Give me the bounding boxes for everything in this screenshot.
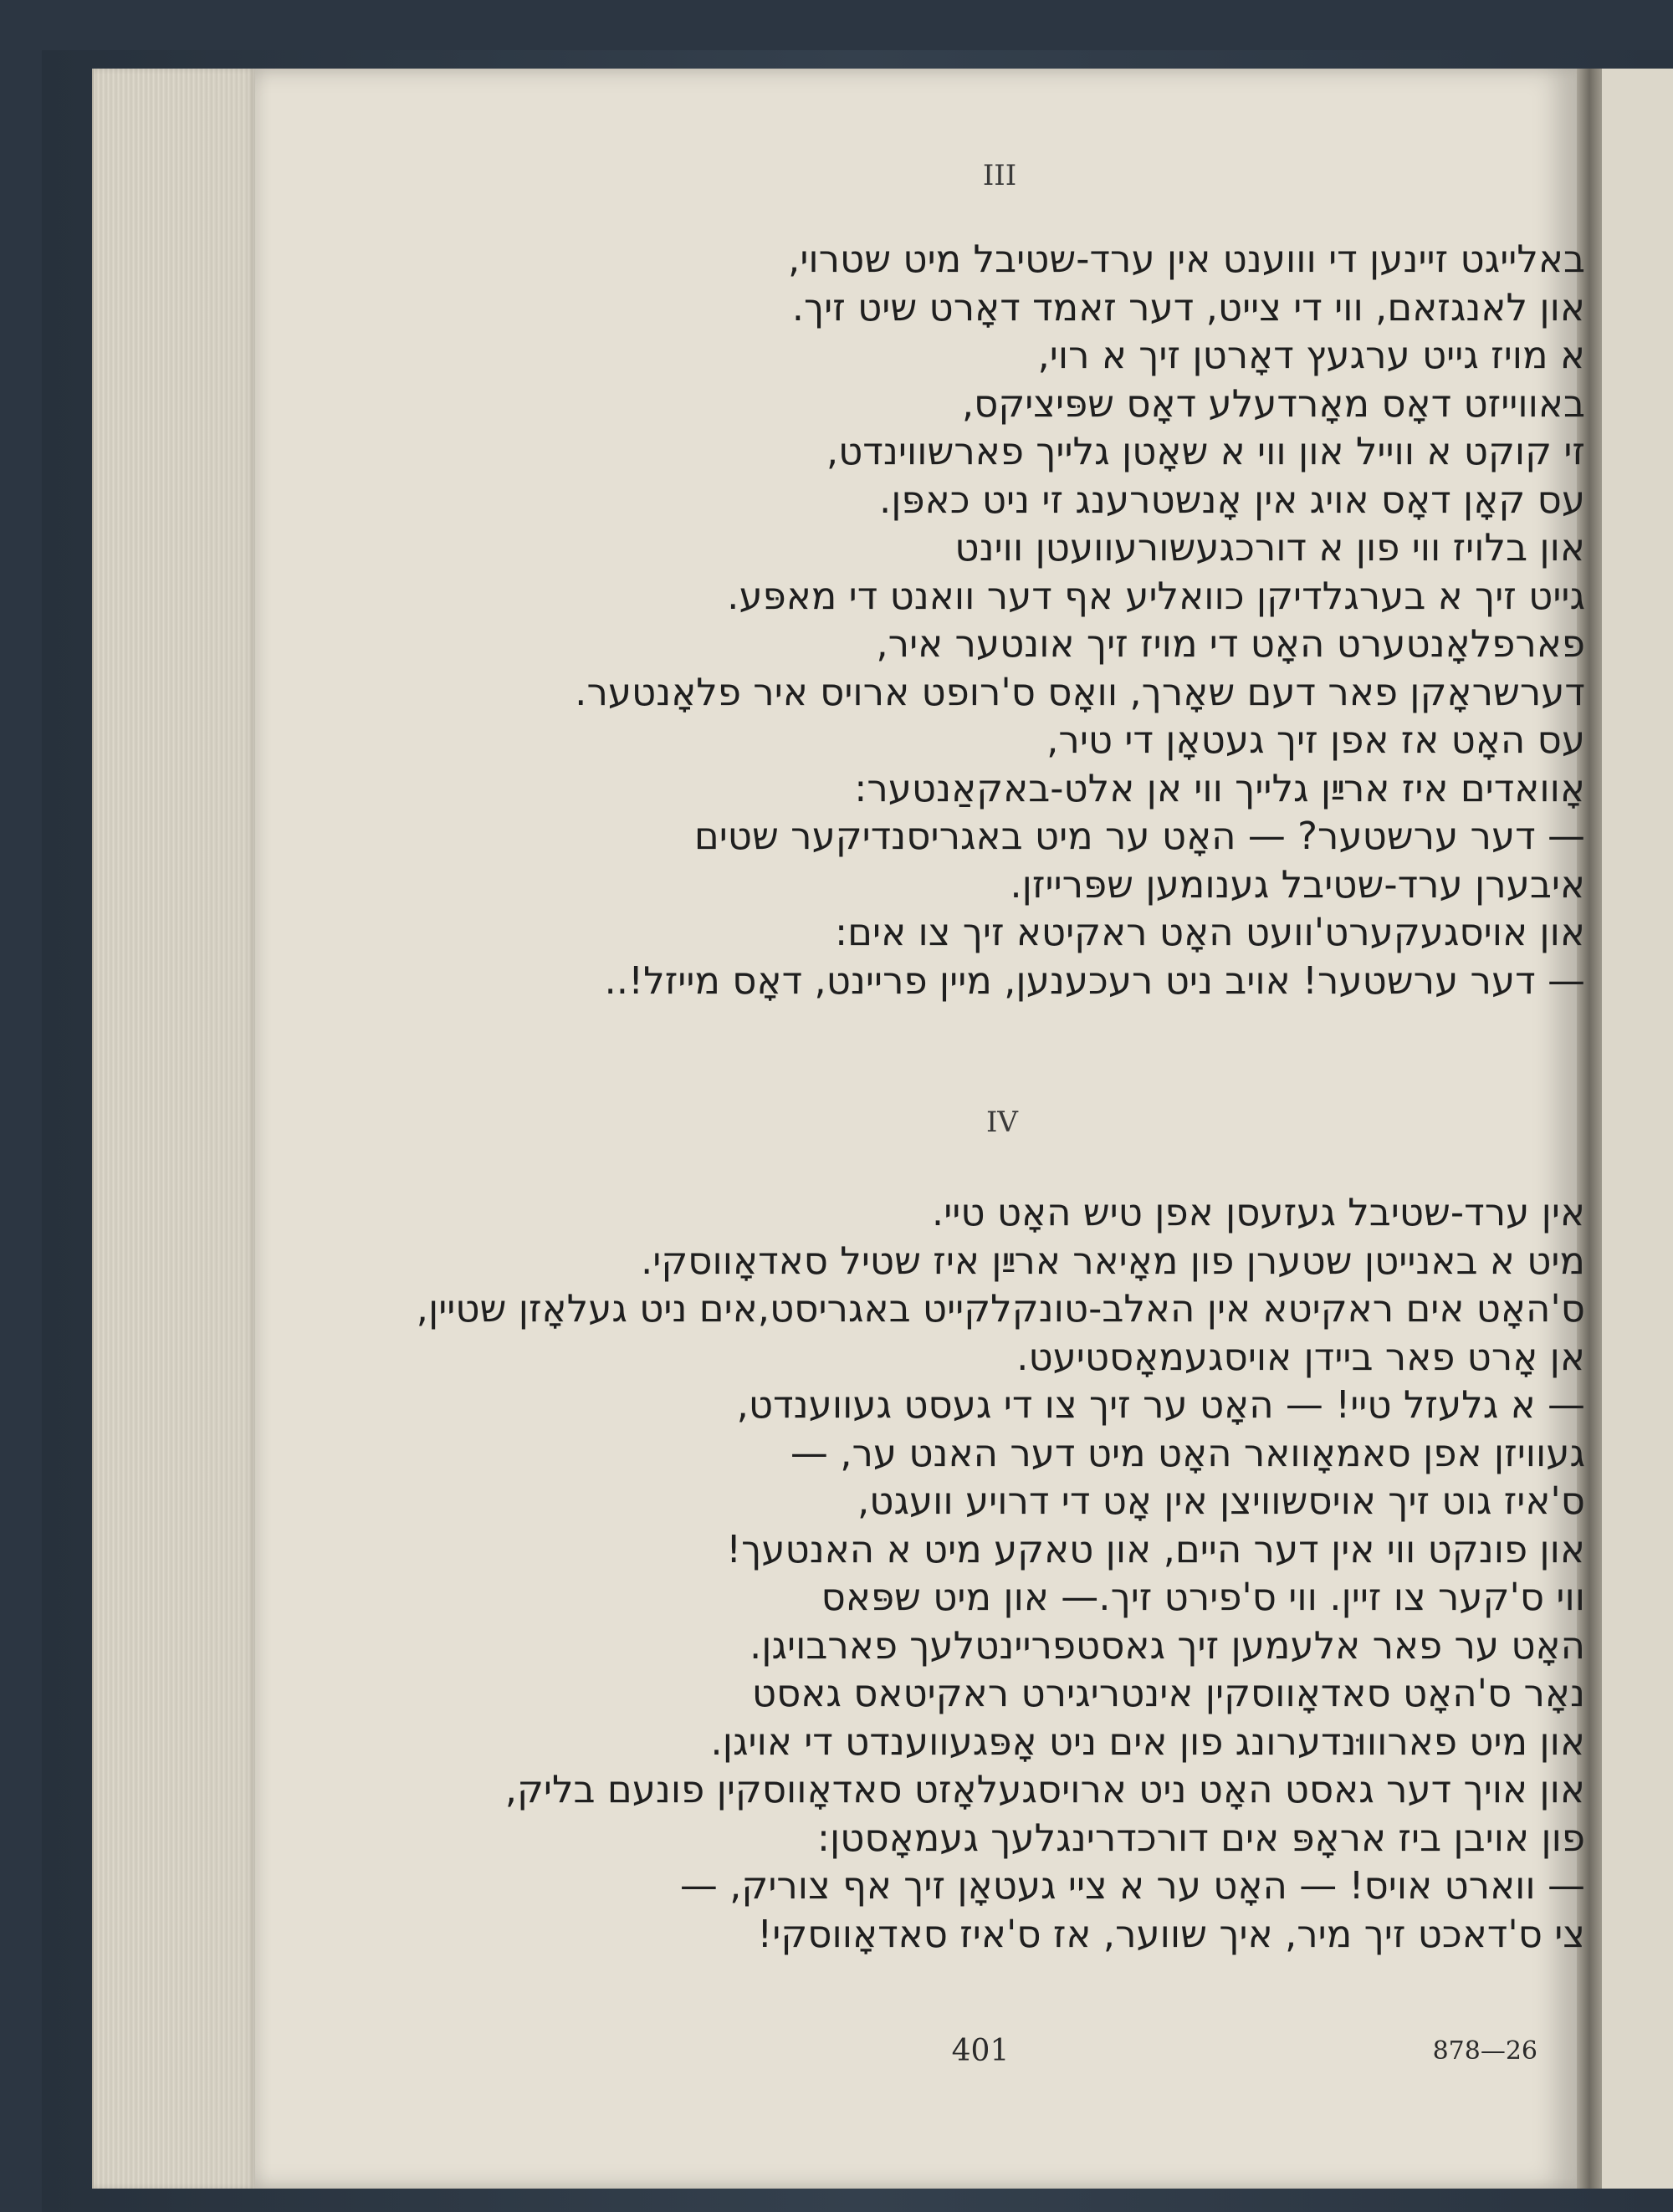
text-line: און אויך דער גאסט האָט ניט ארויסגעלאָזט סאדאָווסקין פונעם בליק,	[504, 1767, 1585, 1811]
section-heading-four: IV	[986, 1106, 1018, 1139]
text-line: פארפלאָנטערט האָט די מויז זיך אונטער איר,	[876, 621, 1585, 666]
text-line: צי ס'דאכט זיך מיר, איך שווער, אז ס'איז סאדאָווסקי!	[757, 1912, 1585, 1956]
text-line: ס'איז גוט זיך אויסשוויצן אין אָט די דרויע וועגט,	[857, 1479, 1585, 1523]
text-line: און בלויז ווי פון א דורכגעשורעוועטן ווינט	[954, 525, 1585, 570]
text-line: מיט א באנייטן שטערן פון מאָיאר ארײַן איז שטיל סאדאָווסקי.	[641, 1239, 1585, 1283]
text-line: און אויסגעקערט'וועט האָט ראקיטא זיך צו אים:	[835, 910, 1585, 954]
text-line: און פונקט ווי אין דער היים, און טאקע מיט א האנטעך!	[726, 1527, 1585, 1571]
text-line: — דער ערשטער! אויב ניט רעכענען, מיין פריינט, דאָס מייזל!..	[604, 958, 1585, 1003]
text-line: איבערן ערד-שטיבל גענומען שפּרייזן.	[1010, 862, 1585, 907]
text-line: פון אויבן ביז אראָפּ אים דורכדרינגלעך געמאָסטן:	[816, 1816, 1585, 1860]
page-number: 401	[951, 2034, 1010, 2068]
text-line: — דער ערשטער? — האָט ער מיט באגריסנדיקער שטים	[693, 814, 1585, 858]
text-line: ווי ס'קער צו זיין. ווי ס'פירט זיך.— און מיט שפּאס	[821, 1575, 1585, 1619]
text-line: א מויז גייט ערגעץ דאָרטן זיך א רוי,	[1037, 333, 1585, 377]
text-line: און לאנגזאם, ווי די צייט, דער זאמד דאָרט שיט זיך.	[791, 285, 1585, 330]
text-line: אן אָרט פאר ביידן אויסגעמאָסטיעט.	[1016, 1335, 1585, 1379]
section-heading-three: III	[982, 159, 1017, 192]
text-line: עס קאָן דאָס אויג אין אָנשטרענג זי ניט כאפּן.	[878, 478, 1585, 522]
text-line: דערשראָקן פאר דעם שאָרך, וואָס ס'רופט ארויס איר פלאָנטער.	[575, 670, 1585, 714]
book-page	[255, 69, 1585, 2189]
text-line: נאָר ס'האָט סאדאָווסקין אינטריגירט ראקיטאס גאסט	[751, 1671, 1585, 1715]
text-line: זי קוקט א ווייל און ווי א שאָטן גלייך פארשווינדט,	[826, 429, 1585, 473]
text-line: עס האָט אז אפן זיך געטאָן די טיר,	[1046, 718, 1585, 762]
text-line: און מיט פארוווּנדערונג פון אים ניט אָפּגעווענדט די אויגן.	[710, 1719, 1585, 1764]
text-line: — ווארט אויס! — האָט ער א ציי געטאָן זיך אף צוריק, —	[679, 1863, 1585, 1908]
text-line: אין ערד-שטיבל געזעסן אפן טיש האָט טיי.	[931, 1190, 1585, 1234]
next-page-edge	[1602, 69, 1673, 2189]
text-line: אָוואדים איז ארײַן גלייך ווי אן אלט-באקאַנטער:	[854, 766, 1585, 810]
text-line: ס'האָט אים ראקיטא אין האלב-טונקלקייט באגריסט,אים ניט געלאָזן שטיין,	[416, 1286, 1585, 1331]
text-line: באלייגט זיינען די וווענט אין ערד-שטיבל מיט שטרוי,	[788, 237, 1585, 281]
page-edges	[92, 69, 257, 2189]
text-line: האָט ער פאר אלעמען זיך גאסטפריינטלעך פארבויגן.	[749, 1623, 1585, 1668]
text-line: — א גלעזל טיי! — האָט ער זיך צו די געסט געווענדט,	[736, 1382, 1585, 1427]
text-line: געוויזן אפן סאמאָוואר האָט מיט דער האנט ער, —	[790, 1431, 1585, 1475]
printer-signature-mark: 878—26	[1432, 2036, 1537, 2066]
text-line: באווייזט דאָס מאָרדעלע דאָס שפּיציקס,	[961, 381, 1585, 426]
text-line: גייט זיך א בערגלדיקן כוואליע אף דער וואנט די מאפּע.	[727, 574, 1585, 618]
